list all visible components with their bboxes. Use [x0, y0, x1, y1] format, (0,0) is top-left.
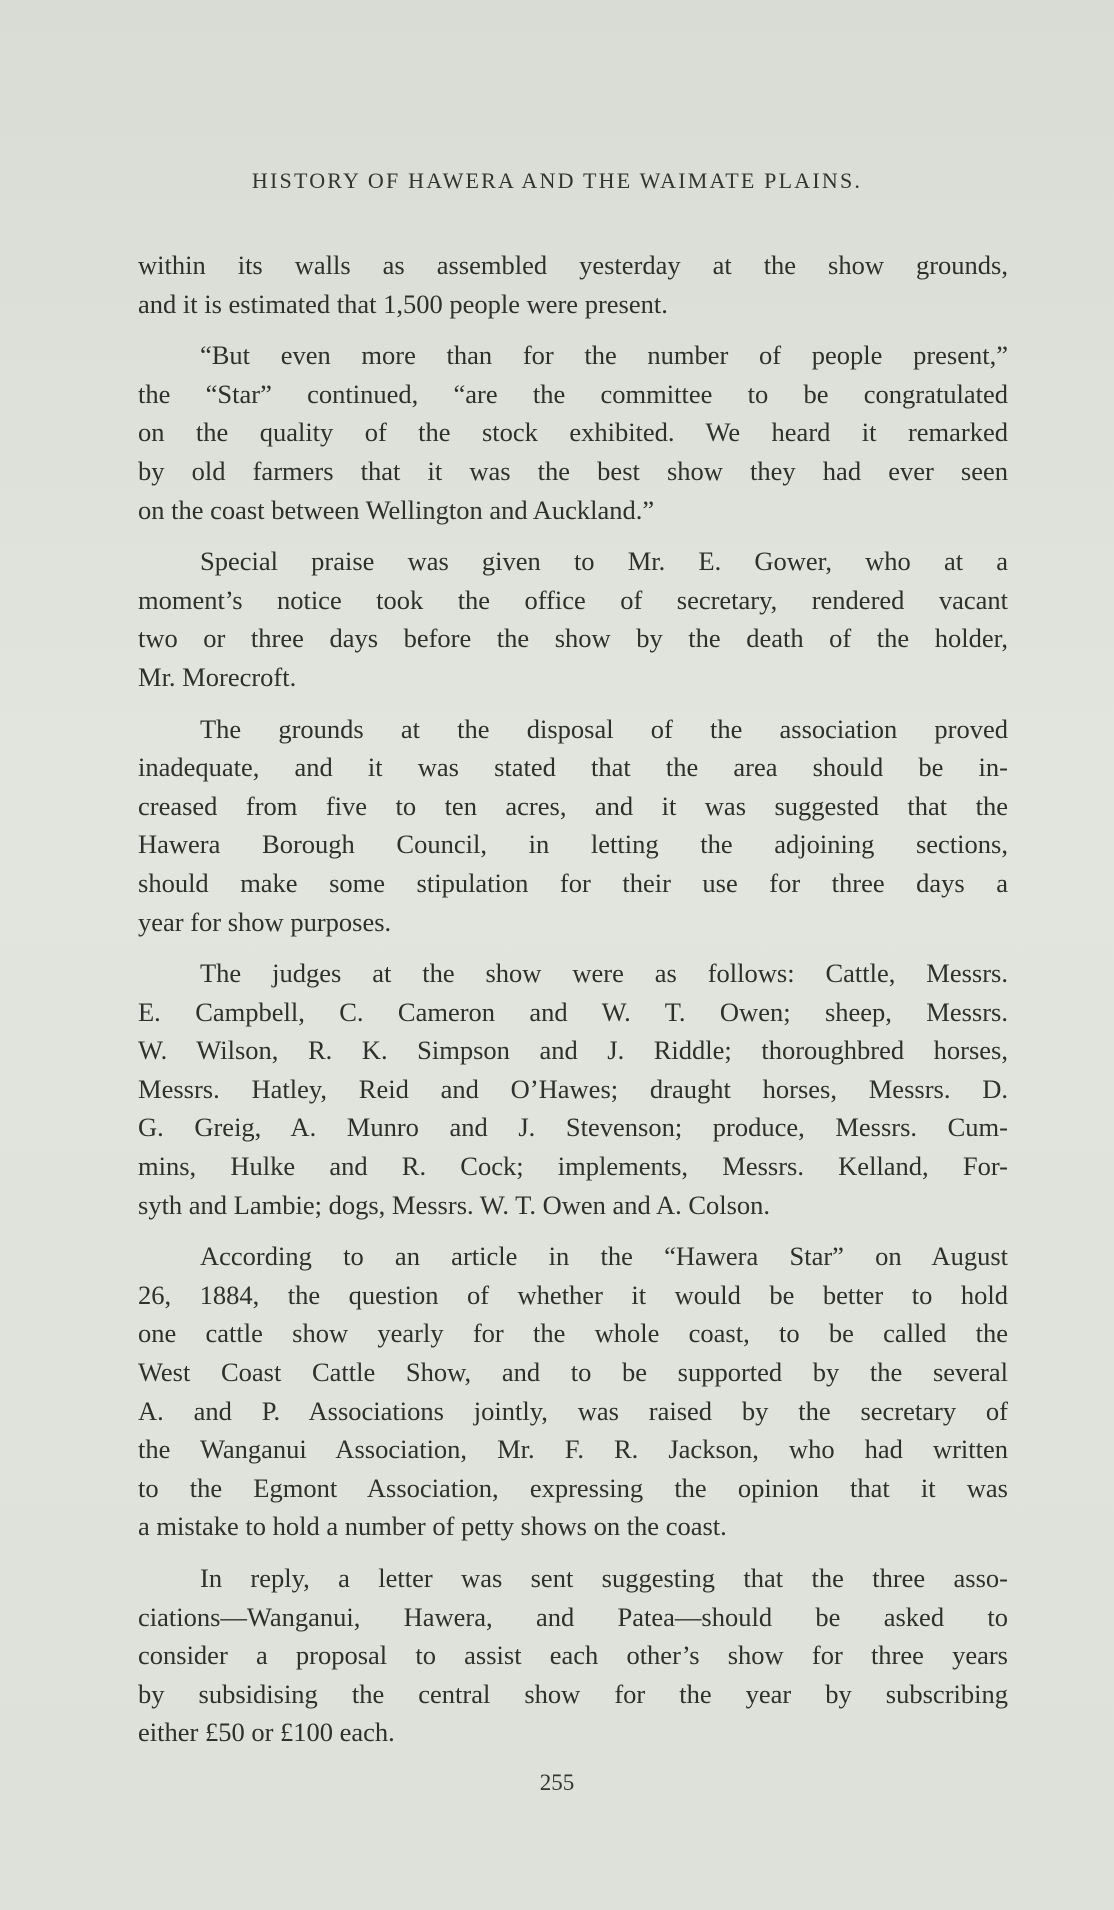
body-text: [138, 246, 1008, 1765]
text-line: Messrs. Hatley, Reid and O’Hawes; draught horses, Messrs. D.: [138, 1073, 1008, 1104]
text-line: inadequate, and it was stated that the area should be in-: [138, 752, 1008, 783]
text-line: “But even more than for the number of people present,”: [200, 340, 1008, 371]
text-line: on the quality of the stock exhibited. We heard it remarked: [138, 417, 1008, 448]
text-line: G. Greig, A. Munro and J. Stevenson; produce, Messrs. Cum-: [138, 1112, 1008, 1143]
text-line: year for show purposes.: [138, 906, 392, 937]
text-line: either £50 or £100 each.: [138, 1717, 395, 1748]
text-line: a mistake to hold a number of petty shows on the coast.: [138, 1511, 727, 1542]
text-line: 26, 1884, the question of whether it would be better to hold: [138, 1279, 1008, 1310]
paragraph: [138, 1559, 1008, 1752]
text-line: the Wanganui Association, Mr. F. R. Jackson, who had written: [138, 1434, 1008, 1465]
text-line: Mr. Morecroft.: [138, 661, 297, 692]
text-line: the “Star” continued, “are the committee to be congratulated: [138, 378, 1008, 409]
text-line: creased from five to ten acres, and it was suggested that the: [138, 790, 1008, 821]
text-line: ciations—Wanganui, Hawera, and Patea—should be asked to: [138, 1601, 1008, 1632]
text-line: Hawera Borough Council, in letting the adjoining sections,: [138, 829, 1008, 860]
text-line: mins, Hulke and R. Cock; implements, Messrs. Kelland, For-: [138, 1151, 1008, 1182]
text-line: two or three days before the show by the death of the holder,: [138, 623, 1008, 654]
text-line: A. and P. Associations jointly, was raised by the secretary of: [138, 1395, 1008, 1426]
paragraph: [138, 1237, 1008, 1546]
text-line: syth and Lambie; dogs, Messrs. W. T. Owen and A. Colson.: [138, 1189, 771, 1220]
page-number: 255: [539, 1770, 575, 1795]
text-line: E. Campbell, C. Cameron and W. T. Owen; sheep, Messrs.: [138, 996, 1008, 1027]
text-line: within its walls as assembled yesterday at the show grounds,: [138, 250, 1008, 280]
paragraph: [138, 710, 1008, 942]
text-line: consider a proposal to assist each other’s show for three years: [138, 1640, 1008, 1671]
text-line: The grounds at the disposal of the association proved: [200, 713, 1008, 744]
paragraph: [138, 336, 1008, 529]
text-line: one cattle show yearly for the whole coast, to be called the: [138, 1318, 1008, 1349]
text-line: W. Wilson, R. K. Simpson and J. Riddle; thoroughbred horses,: [138, 1035, 1008, 1066]
text-line: According to an article in the “Hawera Star” on August: [200, 1241, 1008, 1272]
text-line: on the coast between Wellington and Auckland.”: [138, 494, 655, 525]
paragraph: [138, 542, 1008, 696]
text-line: In reply, a letter was sent suggesting that the three asso-: [200, 1563, 1008, 1593]
running-title: HISTORY OF HAWERA AND THE WAIMATE PLAINS.: [251, 168, 863, 193]
paragraph: [138, 954, 1008, 1224]
text-line: The judges at the show were as follows: Cattle, Messrs.: [200, 958, 1008, 989]
text-line: by subsidising the central show for the year by subscribing: [138, 1678, 1008, 1709]
paragraph: [138, 246, 1008, 323]
text-line: moment’s notice took the office of secretary, rendered vacant: [138, 584, 1008, 615]
text-line: should make some stipulation for their use for three days a: [138, 867, 1008, 898]
text-line: to the Egmont Association, expressing the opinion that it was: [138, 1472, 1008, 1503]
text-line: Special praise was given to Mr. E. Gower, who at a: [200, 546, 1008, 577]
text-line: West Coast Cattle Show, and to be supported by the several: [138, 1357, 1008, 1388]
text-line: by old farmers that it was the best show they had ever seen: [138, 455, 1008, 486]
text-line: and it is estimated that 1,500 people were present.: [138, 288, 668, 319]
